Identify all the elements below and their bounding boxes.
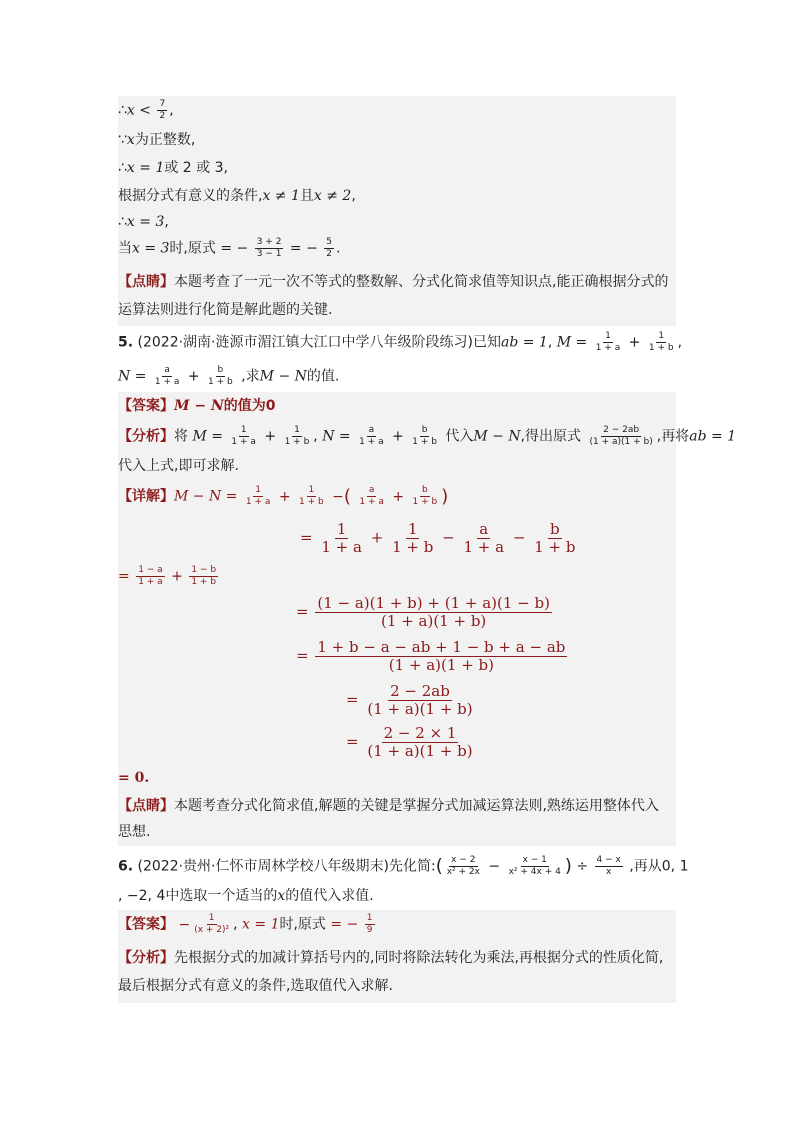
detail-step-2: = $\frac{1 - a}{1 + a}$ + $\frac{1 - b}{1 + b}$ (118, 565, 217, 587)
answer-q6: 【答案】 − $\frac{1}{\text{(x + 2)²}}$ , x = 1时,原式 = − $\frac{1}{9}$ (118, 913, 373, 935)
fraction-eval-2: $\frac{5}{2}$ (326, 237, 332, 259)
detail-final: = 0. (118, 770, 150, 786)
note-line-2: 运算法则进行化简是解此题的关键. (118, 302, 333, 318)
question-6-line-1: 6. (2022·贵州·仁怀市周林学校八年级期末)先化简:( $\frac{x - 2}{\text{x² + 2x}}$ − $\frac{x - 1}{\text{x² + 4x + 4}}$ ) ÷ $\frac{4 - x}{x}$ ,再从0, 1 (118, 855, 689, 877)
detail-step-6: = $\frac{2 - 2 \times 1}{(1 + a)(1 + b)}$ (346, 724, 473, 760)
question-number: 5. (118, 334, 134, 351)
analysis-q5-line-2: 代入上式,即可求解. (118, 458, 239, 474)
note-tag: 【点睛】 (118, 274, 174, 290)
answer-q5: 【答案】M − N的值为0 (118, 398, 276, 414)
line-x-equals-3: ∴x = 3, (118, 214, 169, 230)
fraction-seven-halves: $\frac{7}{2}$ (159, 99, 166, 121)
note-line-1: 【点睛】本题考查了一元一次不等式的整数解、分式化简求值等知识点,能正确根据分式的 (118, 274, 669, 290)
question-6-line-2: , −2, 4中选取一个适当的x的值代入求值. (118, 888, 374, 904)
line-condition: 根据分式有意义的条件,x ≠ 1且x ≠ 2, (118, 188, 356, 204)
line-evaluate: 当x = 3时,原式 = − $\frac{3 + 2}{3 - 1}$ = − $\frac{5}{2}$ . (118, 237, 341, 259)
note-q5-line-1: 【点睛】本题考查分式化简求值,解题的关键是掌握分式加减运算法则,熟练运用整体代入 (118, 798, 659, 814)
note-q5-line-2: 思想. (118, 824, 151, 840)
detail-step-1: = $\frac{1}{1 + a}$ + $\frac{1}{1 + b}$ − $\frac{a}{1 + a}$ − $\frac{b}{1 + b}$ (300, 520, 576, 556)
detail-step-5: = $\frac{2 - 2ab}{(1 + a)(1 + b)}$ (346, 682, 473, 718)
detail-step-4: = $\frac{1 + b - a - ab + 1 - b + a - ab}{(1 + a)(1 + b)}$ (296, 638, 566, 674)
inequality: x < (126, 102, 151, 119)
analysis-q6-line-2: 最后根据分式有意义的条件,选取值代入求解. (118, 978, 393, 994)
analysis-q6-line-1: 【分析】先根据分式的加减计算括号内的,同时将除法转化为乘法,再根据分式的性质化简, (118, 950, 664, 966)
analysis-q5-line-1: 【分析】将 M = $\frac{1}{1 + a}$ + $\frac{1}{1 + b}$ , N = $\frac{a}{1 + a}$ + $\frac{b}{1 + b}$ 代入M − N,得出原式 $\frac{2 - 2ab}{(1 + a)(1 + b)}$ ,再将ab = 1 (118, 425, 737, 447)
fraction-eval-1: $\frac{3 + 2}{3 - 1}$ (256, 237, 282, 259)
question-5-line-2: N = $\frac{a}{1 + a}$ + $\frac{b}{1 + b}$ ,求M − N的值. (118, 365, 340, 387)
therefore-symbol: ∴ (118, 102, 127, 119)
line-x-lt: ∴x < $\frac{7}{2}$ , (118, 99, 174, 121)
question-source: (2022·湖南·涟源市湄江镇大江口中学八年级阶段练习)已知 (137, 334, 501, 351)
line-positive-integer: ∵x为正整数, (118, 132, 196, 148)
question-5-line-1: 5. (2022·湖南·涟源市湄江镇大江口中学八年级阶段练习)已知ab = 1, M = $\frac{1}{1 + a}$ + $\frac{1}{1 + b}$ , (118, 331, 683, 353)
detail-q5-line-1: 【详解】M − N = $\frac{1}{1 + a}$ + $\frac{1}{1 + b}$ −( $\frac{a}{1 + a}$ + $\frac{b}{1 + b}$ ) (118, 485, 449, 507)
line-x-values: ∴x = 1或 2 或 3, (118, 160, 228, 176)
detail-step-3: = $\frac{(1 - a)(1 + b) + (1 + a)(1 - b)}{(1 + a)(1 + b)}$ (296, 594, 550, 630)
